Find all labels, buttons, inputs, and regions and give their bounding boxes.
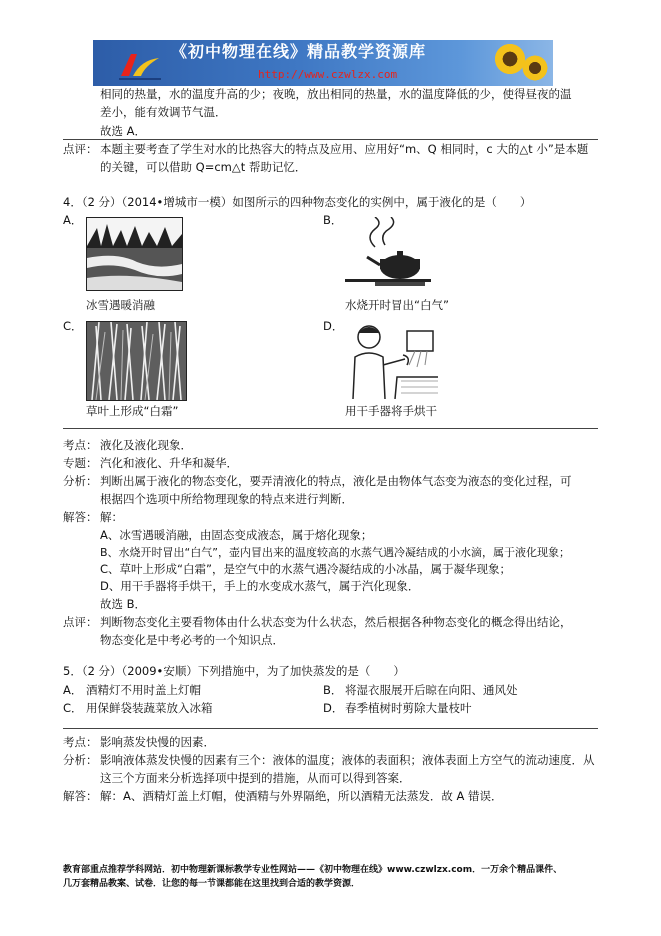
q5-fenxi-line: 这三个方面来分析选择项中提到的措施，从而可以得到答案． (100, 771, 411, 785)
q5-option-text: 将湿衣服展开后晾在向阳、通风处 (345, 683, 518, 697)
divider (63, 428, 598, 429)
q4-option-letter: B． (323, 213, 343, 227)
q5-option-letter: D． (323, 701, 344, 715)
q4-dianping-line: 物态变化是中考必考的一个知识点． (100, 633, 284, 647)
q5-kaodian: 影响蒸发快慢的因素． (100, 735, 215, 749)
q4-option-caption: 用干手器将手烘干 (345, 404, 437, 418)
footer-line: 教育部重点推荐学科网站．初中物理新课标教学专业性网站——《初中物理在线》www.czwlzx.com．一万余个精品课件、 (63, 865, 563, 875)
q4-fenxi-label: 分析： (63, 474, 98, 488)
q4-answer: 故选 B． (100, 597, 147, 611)
q4-option-caption: 冰雪遇暖消融 (86, 298, 155, 312)
snow-melting-image (86, 217, 183, 291)
banner-title: 《初中物理在线》精品教学资源库 (171, 42, 427, 61)
q4-zhuanti-label: 专题： (63, 456, 98, 470)
q4-jieda-line: C、草叶上形成“白霜”，是空气中的水蒸气遇冷凝结成的小冰晶，属于凝华现象； (100, 562, 511, 576)
q4-stem: 4．（2 分）（2014•增城市一模）如图所示的四种物态变化的实例中，属于液化的是（ ） (63, 195, 532, 209)
q4-option-caption: 水烧开时冒出“白气” (345, 298, 449, 312)
prev-comment-label: 点评： (63, 142, 98, 156)
prev-analysis-line: 差小，能有效调节气温． (100, 105, 227, 119)
q4-option-letter: D． (323, 319, 344, 333)
prev-analysis-line: 相同的热量，水的温度升高的少；夜晚，放出相同的热量，水的温度降低的少，使得昼夜的温 (100, 87, 572, 101)
banner-url[interactable]: http://www.czwlzx.com (258, 68, 398, 81)
q4-fenxi-line: 根据四个选项中所给物理现象的特点来进行判断． (100, 492, 353, 506)
q4-jie: 解： (100, 510, 123, 524)
q4-jieda-line: B、水烧开时冒出“白气”，壶内冒出来的温度较高的水蒸气遇冷凝结成的小水滴，属于液化现象； (100, 546, 570, 559)
q4-kaodian: 液化及液化现象． (100, 438, 192, 452)
q5-jieda-label: 解答： (63, 789, 98, 803)
q4-option-caption: 草叶上形成“白霜” (86, 404, 179, 418)
q4-kaodian-label: 考点： (63, 438, 98, 452)
q4-jieda-line: D、用干手器将手烘干，手上的水变成水蒸气，属于汽化现象． (100, 579, 420, 593)
hand-dryer-image (345, 321, 438, 399)
q4-option-letter: A． (63, 213, 83, 227)
frost-grass-image (86, 321, 187, 401)
sunflower-icon (521, 54, 549, 82)
prev-comment-line: 的关键，可以借助 Q=cm△t 帮助记忆． (100, 160, 307, 174)
footer-line: 几万套精品教案、试卷．让您的每一节课都能在这里找到合适的教学资源． (63, 879, 361, 889)
q5-option-letter: B． (323, 683, 343, 697)
boiling-kettle-image (345, 217, 431, 289)
q5-jieda-line: 解：A、酒精灯盖上灯帽，使酒精与外界隔绝，所以酒精无法蒸发．故 A 错误． (100, 789, 503, 803)
q4-jieda-line: A、冰雪遇暖消融，由固态变成液态，属于熔化现象； (100, 528, 373, 542)
site-logo-icon (115, 46, 165, 82)
q4-option-letter: C． (63, 319, 83, 333)
divider (63, 728, 598, 729)
divider (63, 139, 598, 140)
q4-dianping-line: 判断物态变化主要看物体由什么状态变为什么状态，然后根据各种物态变化的概念得出结论， (100, 615, 572, 629)
q5-stem: 5．（2 分）（2009•安顺）下列措施中，为了加快蒸发的是（ ） (63, 664, 405, 678)
header-banner (93, 40, 553, 86)
prev-answer: 故选 A． (100, 124, 147, 138)
q4-fenxi-line: 判断出属于液化的物态变化，要弄清液化的特点，液化是由物体气态变为液态的变化过程，可 (100, 474, 572, 488)
q5-option-letter: C． (63, 701, 83, 715)
q5-option-text: 酒精灯不用时盖上灯帽 (86, 683, 201, 697)
prev-comment-line: 本题主要考查了学生对水的比热容大的特点及应用、应用好“m、Q 相同时，c 大的△t 小”是本题 (100, 142, 589, 156)
q5-fenxi-line: 影响液体蒸发快慢的因素有三个：液体的温度；液体的表面积；液体表面上方空气的流动速度．从 (100, 753, 595, 767)
q5-kaodian-label: 考点： (63, 735, 98, 749)
q5-option-text: 用保鲜袋装蔬菜放入冰箱 (86, 701, 213, 715)
q5-option-text: 春季植树时剪除大量枝叶 (345, 701, 472, 715)
q4-jieda-label: 解答： (63, 510, 98, 524)
q4-dianping-label: 点评： (63, 615, 98, 629)
q5-option-letter: A． (63, 683, 83, 697)
q5-fenxi-label: 分析： (63, 753, 98, 767)
q4-zhuanti: 汽化和液化、升华和凝华． (100, 456, 238, 470)
